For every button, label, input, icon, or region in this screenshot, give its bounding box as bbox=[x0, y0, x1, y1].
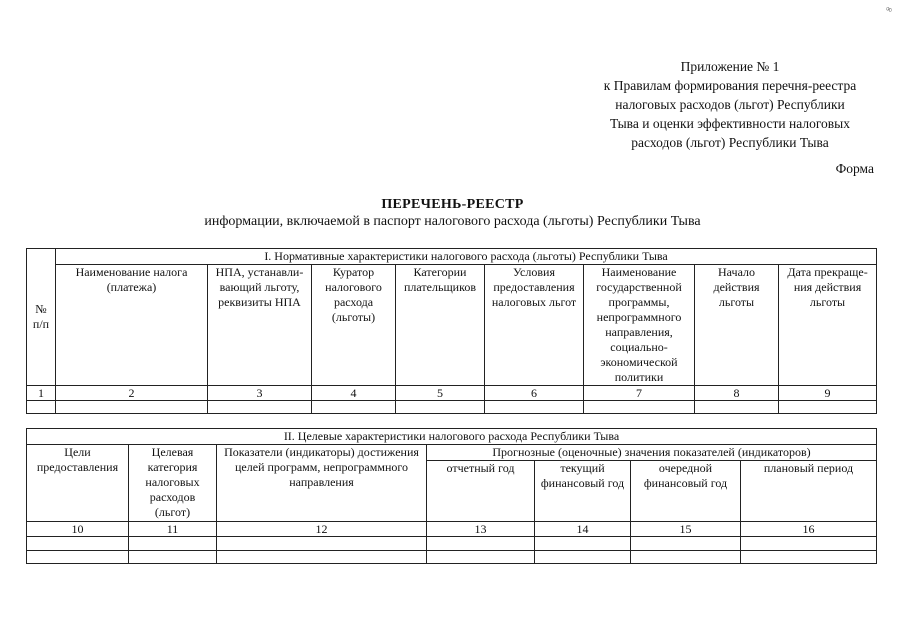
col-current-year: текущий финансовый год bbox=[535, 461, 631, 522]
col-end-date: Дата прекраще-ния действия льготы bbox=[779, 265, 877, 386]
col-start-date: Начало действия льготы bbox=[695, 265, 779, 386]
document-title: ПЕРЕЧЕНЬ-РЕЕСТР bbox=[381, 197, 524, 212]
empty-cell bbox=[208, 401, 312, 414]
column-number: 14 bbox=[535, 522, 631, 537]
appendix-line: к Правилам формирования перечня-реестра bbox=[603, 78, 857, 93]
empty-cell bbox=[427, 537, 535, 551]
column-number: 2 bbox=[56, 386, 208, 401]
column-number: 4 bbox=[312, 386, 396, 401]
appendix-line: Приложение № 1 bbox=[680, 59, 780, 74]
empty-cell bbox=[535, 537, 631, 551]
empty-cell bbox=[27, 537, 129, 551]
corner-mark: ∞ bbox=[884, 3, 895, 15]
col-planned-period: плановый период bbox=[741, 461, 877, 522]
target-table bbox=[26, 428, 877, 564]
empty-cell bbox=[485, 401, 584, 414]
empty-cell bbox=[129, 551, 217, 564]
empty-cell bbox=[535, 551, 631, 564]
col-reporting-year: отчетный год bbox=[427, 461, 535, 522]
empty-cell bbox=[312, 401, 396, 414]
col-tax-name: Наименование налога (платежа) bbox=[56, 265, 208, 386]
column-number: 10 bbox=[27, 522, 129, 537]
column-number: 13 bbox=[427, 522, 535, 537]
empty-cell bbox=[631, 551, 741, 564]
column-number: 3 bbox=[208, 386, 312, 401]
document-subtitle: информации, включаемой в паспорт налогового расхода (льготы) Республики Тыва bbox=[204, 214, 701, 229]
column-number: 16 bbox=[741, 522, 877, 537]
appendix-line: Тыва и оценки эффективности налоговых bbox=[610, 116, 850, 131]
col-payer-categories: Категории плательщиков bbox=[396, 265, 485, 386]
appendix-note bbox=[560, 57, 900, 152]
forecast-header: Прогнозные (оценочные) значения показателей (индикаторов) bbox=[427, 445, 877, 461]
column-number: 12 bbox=[217, 522, 427, 537]
section-title-target: II. Целевые характеристики налогового расхода Республики Тыва bbox=[27, 429, 877, 445]
col-curator: Куратор налогового расхода (льготы) bbox=[312, 265, 396, 386]
form-label: Форма bbox=[835, 161, 874, 176]
empty-cell bbox=[396, 401, 485, 414]
column-number: 5 bbox=[396, 386, 485, 401]
col-conditions: Условия предоставления налоговых льгот bbox=[485, 265, 584, 386]
empty-cell bbox=[741, 537, 877, 551]
column-number: 8 bbox=[695, 386, 779, 401]
empty-cell bbox=[695, 401, 779, 414]
table-row bbox=[27, 537, 877, 551]
section-title-normative: I. Нормативные характеристики налогового расхода (льготы) Республики Тыва bbox=[56, 249, 877, 265]
empty-cell bbox=[584, 401, 695, 414]
column-number: 6 bbox=[485, 386, 584, 401]
empty-cell bbox=[56, 401, 208, 414]
normative-table bbox=[26, 248, 877, 414]
column-number: 1 bbox=[27, 386, 56, 401]
table-row bbox=[27, 551, 877, 564]
empty-cell bbox=[741, 551, 877, 564]
column-number: 7 bbox=[584, 386, 695, 401]
col-program-name: Наименование государственной программы, непрограммного направления, социально-экономической политики bbox=[584, 265, 695, 386]
appendix-line: налоговых расходов (льгот) Республики bbox=[615, 97, 845, 112]
table-row bbox=[27, 401, 877, 414]
empty-cell bbox=[27, 401, 56, 414]
col-goals: Цели предоставления bbox=[27, 445, 129, 522]
col-indicators: Показатели (индикаторы) достижения целей программ, непрограммного направления bbox=[217, 445, 427, 522]
col-target-category: Целевая категория налоговых расходов (льгот) bbox=[129, 445, 217, 522]
empty-cell bbox=[129, 537, 217, 551]
empty-cell bbox=[779, 401, 877, 414]
empty-cell bbox=[427, 551, 535, 564]
column-number: 15 bbox=[631, 522, 741, 537]
empty-cell bbox=[217, 551, 427, 564]
empty-cell bbox=[217, 537, 427, 551]
row-number-header: № п/п bbox=[27, 249, 56, 386]
col-next-year: очередной финансовый год bbox=[631, 461, 741, 522]
col-legal-act: НПА, устанавли-вающий льготу, реквизиты НПА bbox=[208, 265, 312, 386]
column-number: 11 bbox=[129, 522, 217, 537]
empty-cell bbox=[631, 537, 741, 551]
appendix-line: расходов (льгот) Республики Тыва bbox=[631, 135, 829, 150]
column-number: 9 bbox=[779, 386, 877, 401]
empty-cell bbox=[27, 551, 129, 564]
